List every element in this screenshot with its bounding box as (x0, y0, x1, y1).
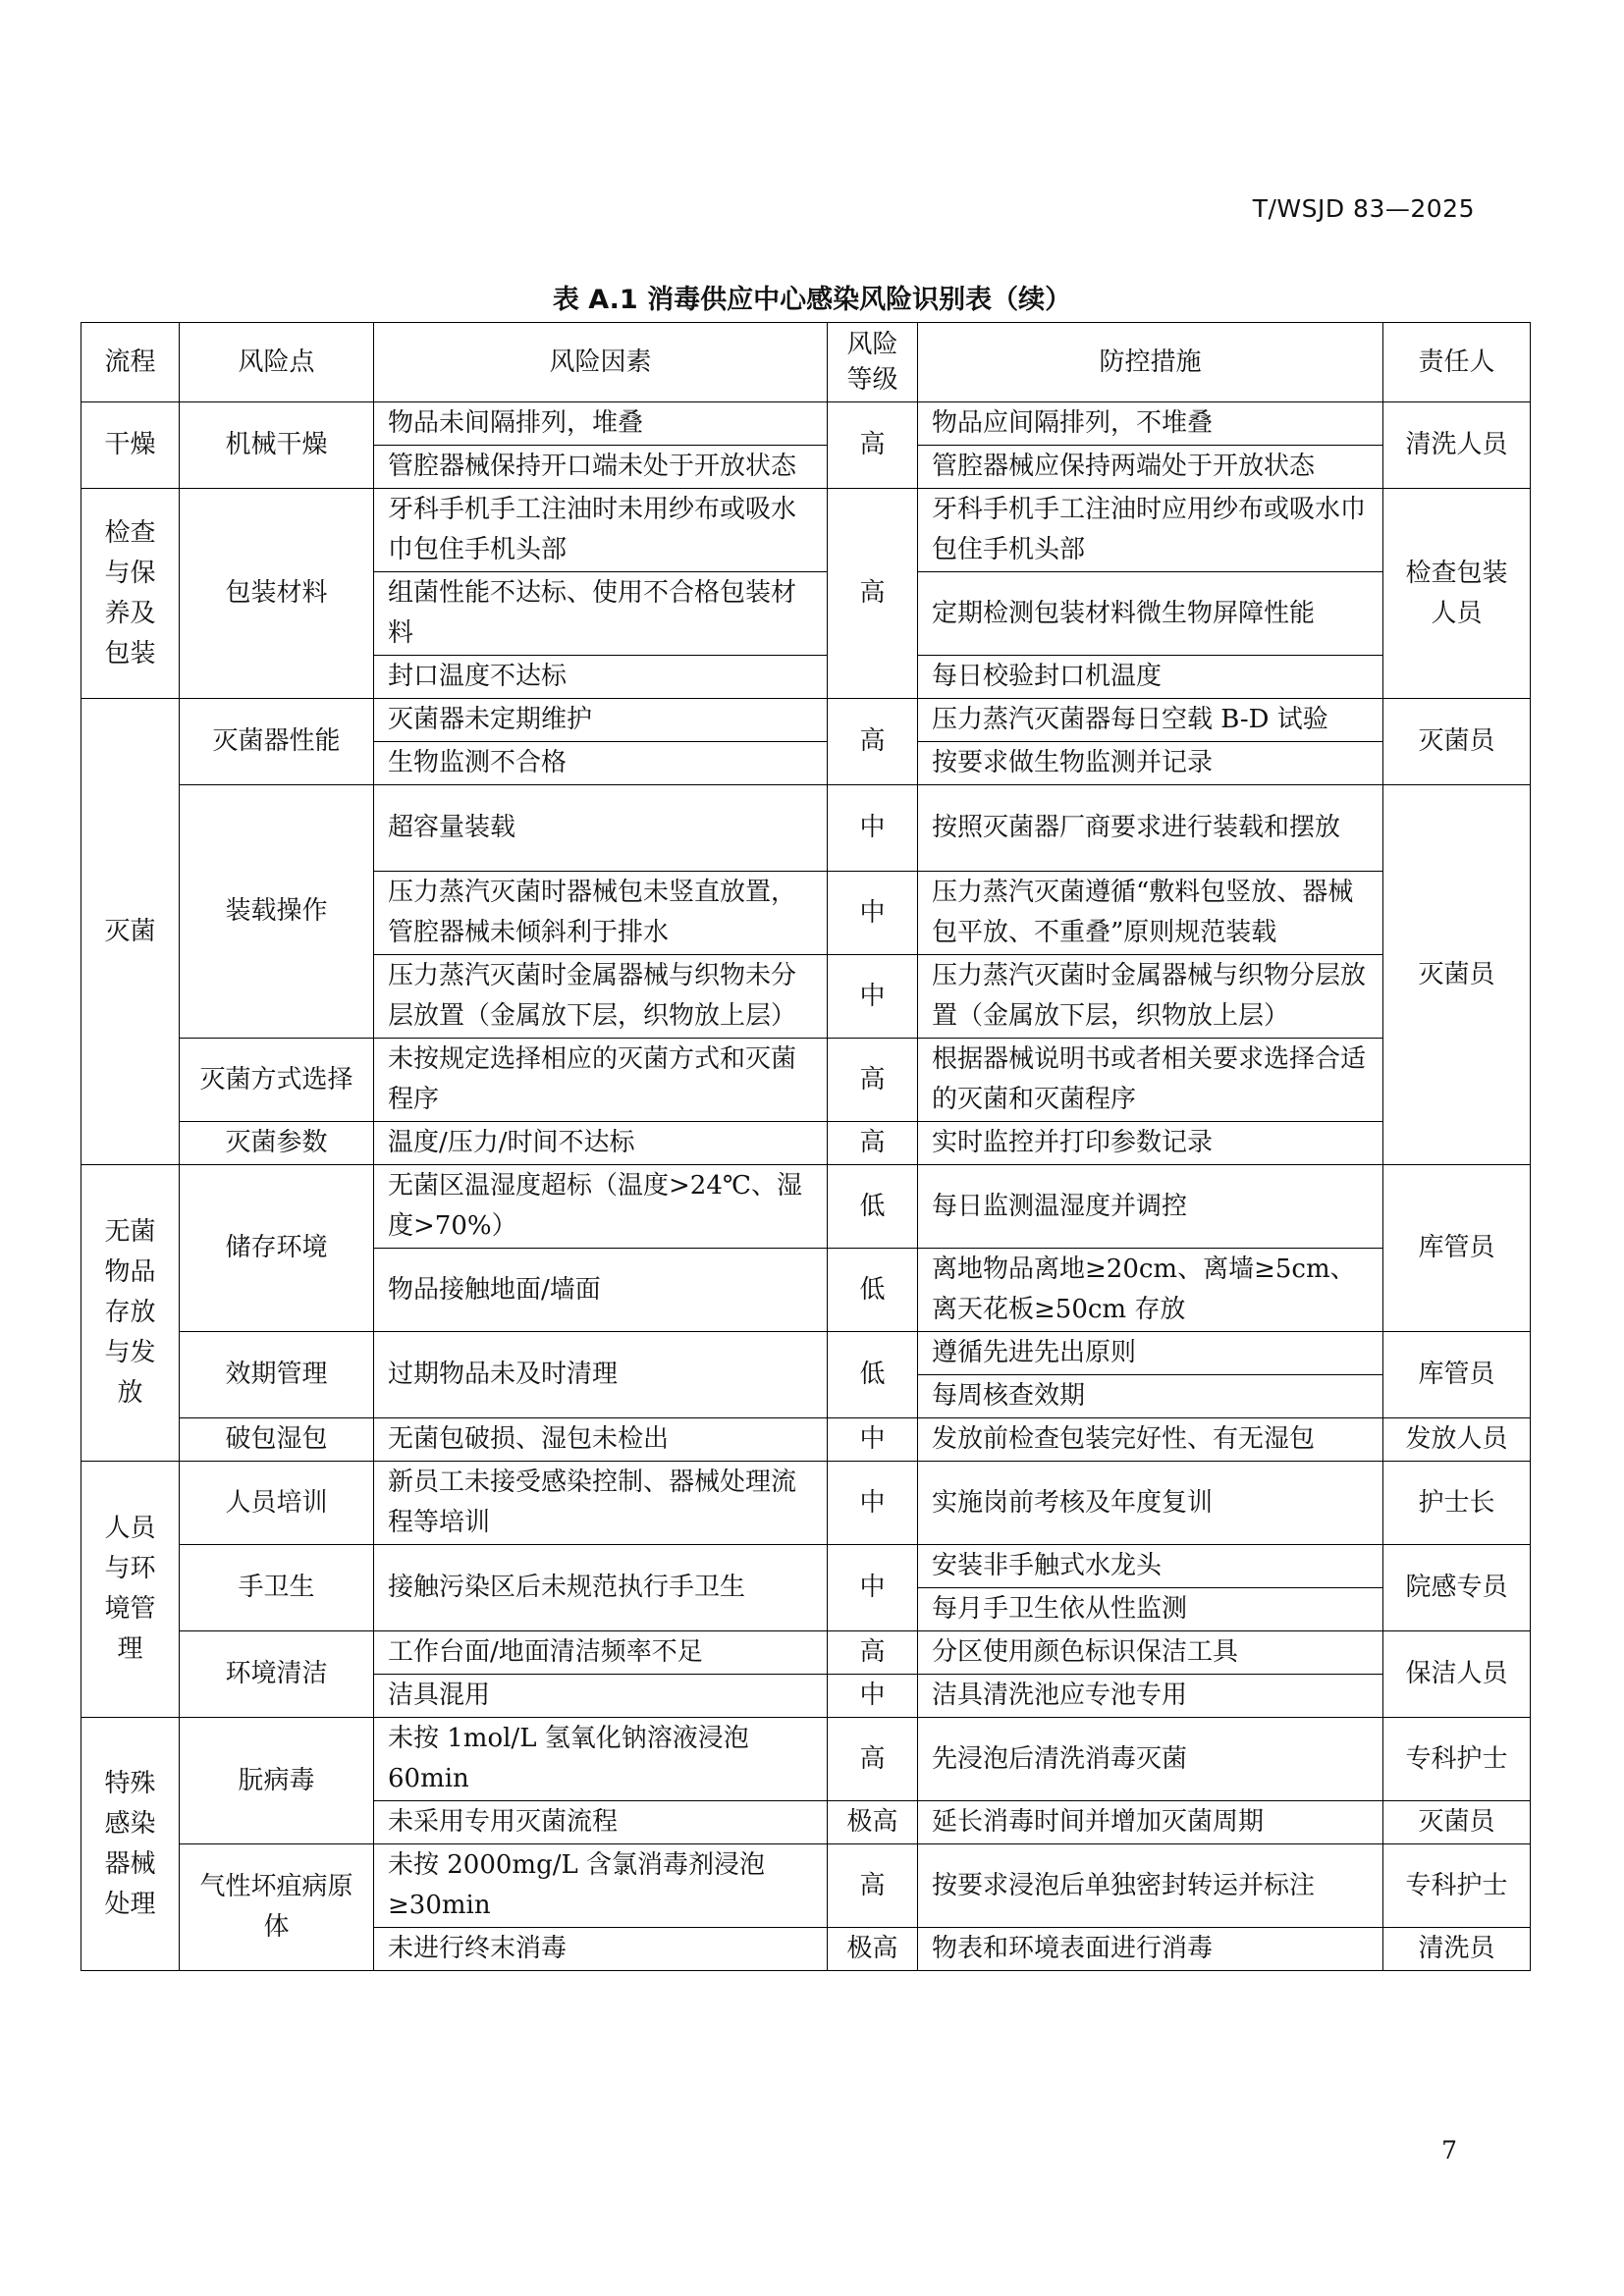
owner-cell: 库管员 (1383, 1332, 1531, 1418)
risk-level-cell: 高 (828, 1631, 918, 1675)
control-measure-cell: 按要求做生物监测并记录 (918, 742, 1383, 785)
risk-level-cell: 极高 (828, 1928, 918, 1971)
owner-cell: 灭菌员 (1383, 785, 1531, 1165)
control-measure-cell: 实施岗前考核及年度复训 (918, 1462, 1383, 1545)
header-risk-level: 风险等级 (828, 323, 918, 402)
table-row (81, 1844, 1531, 1928)
risk-level-cell: 高 (828, 1122, 918, 1165)
risk-factor-cell: 未采用专用灭菌流程 (374, 1801, 828, 1844)
risk-factor-cell: 无菌区温湿度超标（温度>24℃、湿度>70%） (374, 1165, 828, 1249)
risk-level-cell: 低 (828, 1249, 918, 1332)
risk-level-cell: 高 (828, 699, 918, 785)
risk-factor-cell: 未按 1mol/L 氢氧化钠溶液浸泡 60min (374, 1718, 828, 1801)
risk-point-cell: 包装材料 (180, 489, 374, 699)
risk-point-cell: 环境清洁 (180, 1631, 374, 1718)
process-cell: 特殊感染器械处理 (81, 1718, 180, 1971)
document-code: T/WSJD 83—2025 (1252, 194, 1475, 223)
risk-identification-table (81, 322, 1531, 1971)
control-measure-cell: 按要求浸泡后单独密封转运并标注 (918, 1844, 1383, 1928)
risk-point-cell: 朊病毒 (180, 1718, 374, 1844)
risk-level-cell: 中 (828, 1545, 918, 1631)
control-measure-cell: 压力蒸汽灭菌器每日空载 B-D 试验 (918, 699, 1383, 742)
table-row (81, 1718, 1531, 1801)
table-row (81, 1039, 1531, 1122)
owner-cell: 检查包装人员 (1383, 489, 1531, 699)
risk-factor-cell: 未按规定选择相应的灭菌方式和灭菌程序 (374, 1039, 828, 1122)
control-measure-cell: 每月手卫生依从性监测 (918, 1588, 1383, 1631)
owner-cell: 院感专员 (1383, 1545, 1531, 1631)
control-measure-cell: 洁具清洗池应专池专用 (918, 1675, 1383, 1718)
risk-point-cell: 装载操作 (180, 785, 374, 1039)
risk-factor-cell: 超容量装载 (374, 785, 828, 872)
risk-level-cell: 中 (828, 785, 918, 872)
risk-level-cell: 中 (828, 1462, 918, 1545)
header-risk-factor: 风险因素 (374, 323, 828, 402)
table-row (81, 1122, 1531, 1165)
risk-factor-cell: 未按 2000mg/L 含氯消毒剂浸泡≥30min (374, 1844, 828, 1928)
control-measure-cell: 延长消毒时间并增加灭菌周期 (918, 1801, 1383, 1844)
header-control-measure: 防控措施 (918, 323, 1383, 402)
risk-factor-cell: 物品接触地面/墙面 (374, 1249, 828, 1332)
process-cell: 灭菌 (81, 699, 180, 1165)
risk-point-cell: 效期管理 (180, 1332, 374, 1418)
risk-level-cell: 高 (828, 1039, 918, 1122)
risk-level-cell: 高 (828, 489, 918, 699)
risk-point-cell: 人员培训 (180, 1462, 374, 1545)
page-number: 7 (1441, 2136, 1457, 2164)
risk-point-cell: 储存环境 (180, 1165, 374, 1332)
control-measure-cell: 每日监测温湿度并调控 (918, 1165, 1383, 1249)
risk-factor-cell: 压力蒸汽灭菌时器械包未竖直放置，管腔器械未倾斜利于排水 (374, 872, 828, 955)
risk-factor-cell: 组菌性能不达标、使用不合格包装材料 (374, 572, 828, 656)
table-header-row (81, 323, 1531, 402)
risk-factor-cell: 洁具混用 (374, 1675, 828, 1718)
risk-factor-cell: 温度/压力/时间不达标 (374, 1122, 828, 1165)
risk-factor-cell: 生物监测不合格 (374, 742, 828, 785)
table-row (81, 1462, 1531, 1545)
risk-point-cell: 气性坏疽病原体 (180, 1844, 374, 1971)
control-measure-cell: 安装非手触式水龙头 (918, 1545, 1383, 1588)
owner-cell: 库管员 (1383, 1165, 1531, 1332)
process-cell: 检查与保养及包装 (81, 489, 180, 699)
risk-point-cell: 机械干燥 (180, 402, 374, 489)
risk-point-cell: 灭菌器性能 (180, 699, 374, 785)
table-row (81, 785, 1531, 872)
risk-factor-cell: 牙科手机手工注油时未用纱布或吸水巾包住手机头部 (374, 489, 828, 572)
owner-cell: 专科护士 (1383, 1844, 1531, 1928)
process-cell: 人员与环境管理 (81, 1462, 180, 1718)
header-process: 流程 (81, 323, 180, 402)
control-measure-cell: 按照灭菌器厂商要求进行装载和摆放 (918, 785, 1383, 872)
control-measure-cell: 每周核查效期 (918, 1375, 1383, 1418)
table-row (81, 1332, 1531, 1375)
control-measure-cell: 管腔器械应保持两端处于开放状态 (918, 446, 1383, 489)
risk-point-cell: 手卫生 (180, 1545, 374, 1631)
control-measure-cell: 分区使用颜色标识保洁工具 (918, 1631, 1383, 1675)
owner-cell: 灭菌员 (1383, 699, 1531, 785)
owner-cell: 保洁人员 (1383, 1631, 1531, 1718)
control-measure-cell: 定期检测包装材料微生物屏障性能 (918, 572, 1383, 656)
table-row (81, 1545, 1531, 1588)
risk-factor-cell: 压力蒸汽灭菌时金属器械与织物未分层放置（金属放下层，织物放上层） (374, 955, 828, 1039)
control-measure-cell: 发放前检查包装完好性、有无湿包 (918, 1418, 1383, 1462)
risk-level-cell: 高 (828, 402, 918, 489)
risk-point-cell: 破包湿包 (180, 1418, 374, 1462)
table-row (81, 1418, 1531, 1462)
risk-factor-cell: 灭菌器未定期维护 (374, 699, 828, 742)
owner-cell: 专科护士 (1383, 1718, 1531, 1801)
risk-factor-cell: 未进行终末消毒 (374, 1928, 828, 1971)
table-row (81, 699, 1531, 742)
control-measure-cell: 遵循先进先出原则 (918, 1332, 1383, 1375)
header-risk-point: 风险点 (180, 323, 374, 402)
risk-level-cell: 极高 (828, 1801, 918, 1844)
risk-level-cell: 低 (828, 1165, 918, 1249)
control-measure-cell: 物表和环境表面进行消毒 (918, 1928, 1383, 1971)
risk-level-cell: 中 (828, 1675, 918, 1718)
table-row (81, 489, 1531, 572)
risk-factor-cell: 过期物品未及时清理 (374, 1332, 828, 1418)
risk-level-cell: 中 (828, 1418, 918, 1462)
process-cell: 无菌物品存放与发放 (81, 1165, 180, 1462)
owner-cell: 发放人员 (1383, 1418, 1531, 1462)
control-measure-cell: 每日校验封口机温度 (918, 656, 1383, 699)
table-row (81, 1631, 1531, 1675)
control-measure-cell: 压力蒸汽灭菌时金属器械与织物分层放置（金属放下层，织物放上层） (918, 955, 1383, 1039)
risk-point-cell: 灭菌参数 (180, 1122, 374, 1165)
table-row (81, 402, 1531, 446)
table-row (81, 1165, 1531, 1249)
control-measure-cell: 根据器械说明书或者相关要求选择合适的灭菌和灭菌程序 (918, 1039, 1383, 1122)
risk-point-cell: 灭菌方式选择 (180, 1039, 374, 1122)
control-measure-cell: 压力蒸汽灭菌遵循“敷料包竖放、器械包平放、不重叠”原则规范装载 (918, 872, 1383, 955)
control-measure-cell: 物品应间隔排列，不堆叠 (918, 402, 1383, 446)
risk-level-cell: 中 (828, 872, 918, 955)
owner-cell: 灭菌员 (1383, 1801, 1531, 1844)
risk-level-cell: 中 (828, 955, 918, 1039)
owner-cell: 清洗员 (1383, 1928, 1531, 1971)
risk-factor-cell: 封口温度不达标 (374, 656, 828, 699)
risk-factor-cell: 工作台面/地面清洁频率不足 (374, 1631, 828, 1675)
control-measure-cell: 先浸泡后清洗消毒灭菌 (918, 1718, 1383, 1801)
table-title: 表 A.1 消毒供应中心感染风险识别表（续） (552, 285, 1072, 315)
process-cell: 干燥 (81, 402, 180, 489)
risk-factor-cell: 无菌包破损、湿包未检出 (374, 1418, 828, 1462)
risk-level-cell: 高 (828, 1718, 918, 1801)
header-owner: 责任人 (1383, 323, 1531, 402)
risk-factor-cell: 物品未间隔排列，堆叠 (374, 402, 828, 446)
risk-factor-cell: 管腔器械保持开口端未处于开放状态 (374, 446, 828, 489)
control-measure-cell: 实时监控并打印参数记录 (918, 1122, 1383, 1165)
owner-cell: 护士长 (1383, 1462, 1531, 1545)
control-measure-cell: 牙科手机手工注油时应用纱布或吸水巾包住手机头部 (918, 489, 1383, 572)
owner-cell: 清洗人员 (1383, 402, 1531, 489)
risk-factor-cell: 新员工未接受感染控制、器械处理流程等培训 (374, 1462, 828, 1545)
risk-factor-cell: 接触污染区后未规范执行手卫生 (374, 1545, 828, 1631)
risk-level-cell: 高 (828, 1844, 918, 1928)
control-measure-cell: 离地物品离地≥20cm、离墙≥5cm、离天花板≥50cm 存放 (918, 1249, 1383, 1332)
risk-level-cell: 低 (828, 1332, 918, 1418)
